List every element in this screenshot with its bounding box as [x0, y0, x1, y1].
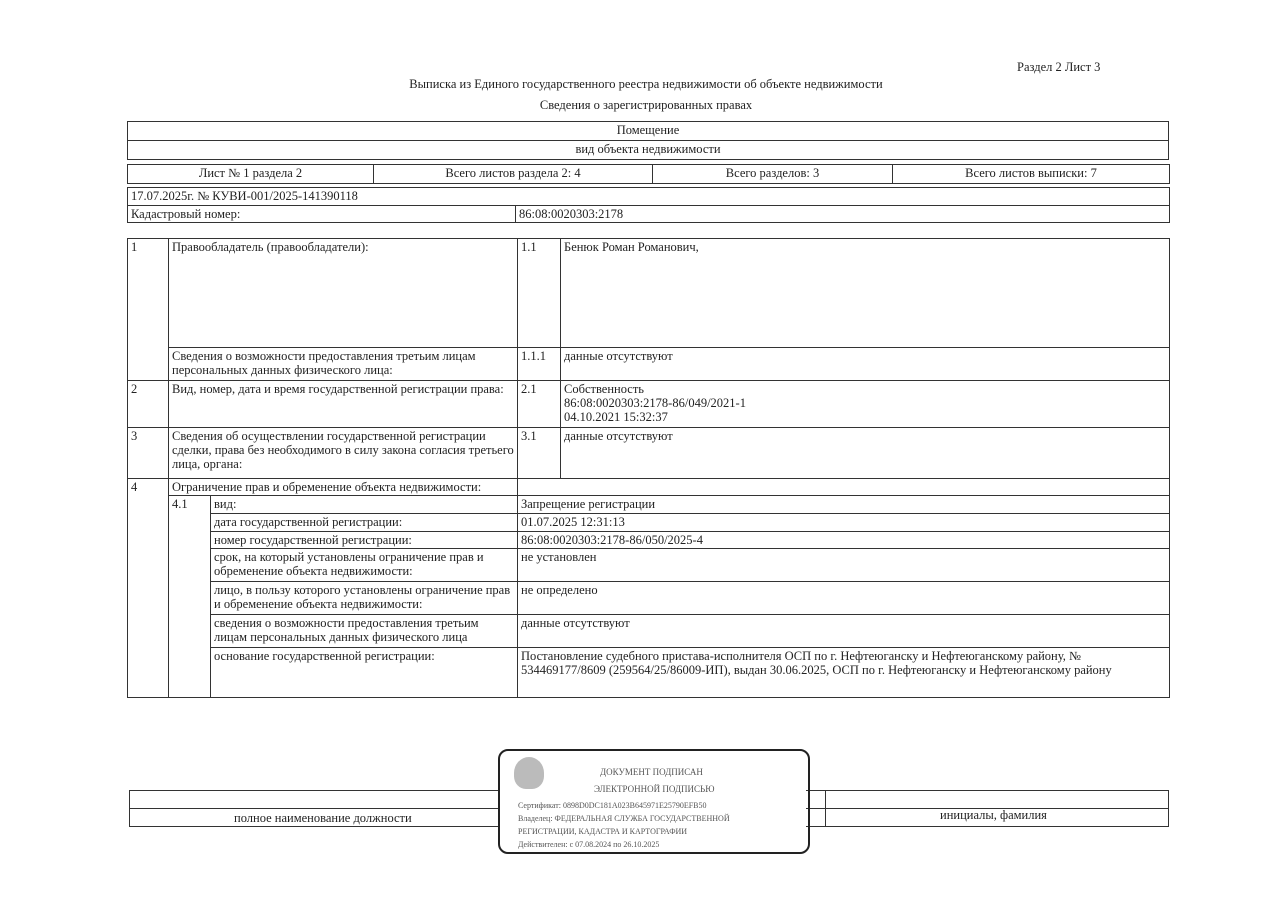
object-type-caption: вид объекта недвижимости	[128, 141, 1169, 160]
sub-number: 4.1	[169, 496, 211, 698]
sheet-info-table	[127, 164, 1170, 184]
position-label: полное наименование должности	[234, 811, 412, 825]
document-subtitle: Сведения о зарегистрированных правах	[539, 98, 753, 112]
row-number: 1	[128, 239, 169, 381]
stamp-owner: Владелец: ФЕДЕРАЛЬНАЯ СЛУЖБА ГОСУДАРСТВЕННОЙ	[518, 814, 730, 823]
cadastral-number: 86:08:0020303:2178	[516, 206, 1170, 223]
stamp-certificate: Сертификат: 0898D0DC181A023B645971E25790EFB50	[518, 801, 707, 810]
personal-data-value: данные отсутствуют	[561, 348, 1170, 381]
registration-datetime: 04.10.2021 15:32:37	[564, 410, 668, 424]
object-type: Помещение	[128, 122, 1169, 141]
stamp-line2: ЭЛЕКТРОННОЙ ПОДПИСЬЮ	[594, 784, 715, 794]
encumbrance-field-label: номер государственной регистрации:	[211, 532, 518, 549]
right-registration-value	[561, 381, 1170, 428]
rightholder-name: Бенюк Роман Романович,	[561, 239, 1170, 348]
registration-number: 86:08:0020303:2178-86/049/2021-1	[564, 396, 746, 410]
electronic-signature-stamp	[498, 749, 810, 854]
transaction-value: данные отсутствуют	[561, 428, 1170, 479]
row-number: 4	[128, 479, 169, 698]
name-label: инициалы, фамилия	[940, 808, 1047, 822]
extract-number: 17.07.2025г. № КУВИ-001/2025-141390118	[128, 188, 1170, 206]
encumbrance-field-label: лицо, в пользу которого установлены ограничение прав и обременение объекта недвижимости:	[211, 582, 518, 615]
encumbrance-field-value: Запрещение регистрации	[518, 496, 1170, 514]
stamp-line1: ДОКУМЕНТ ПОДПИСАН	[600, 767, 703, 777]
transaction-label: Сведения об осуществлении государственной регистрации сделки, права без необходимого в силу закона согласия третьего лица, органа:	[169, 428, 518, 479]
total-sheets: Всего листов выписки: 7	[893, 165, 1170, 184]
page-reference: Раздел 2 Лист 3	[1017, 60, 1101, 74]
encumbrance-field-value: не определено	[518, 582, 1170, 615]
cadastral-label: Кадастровый номер:	[128, 206, 516, 223]
stamp-owner-cont: РЕГИСТРАЦИИ, КАДАСТРА И КАРТОГРАФИИ	[518, 827, 688, 836]
sections-total: Всего разделов: 3	[653, 165, 893, 184]
encumbrance-field-value: Постановление судебного пристава-исполнителя ОСП по г. Нефтеюганску и Нефтеюганскому району, № 534469177/8609 (259564/25/86009-ИП), выдан 30.06.2025, ОСП по г. Нефтеюганску и Нефтеюганскому району	[518, 648, 1170, 698]
encumbrance-field-label: срок, на который установлены ограничение прав и обременение объекта недвижимости:	[211, 549, 518, 582]
section-sheets: Всего листов раздела 2: 4	[374, 165, 653, 184]
encumbrance-field-label: сведения о возможности предоставления третьим лицам персональных данных физического лица	[211, 615, 518, 648]
emblem-icon	[514, 757, 544, 789]
right-type: Собственность	[564, 382, 645, 396]
rights-table	[127, 238, 1170, 698]
right-registration-label: Вид, номер, дата и время государственной регистрации права:	[169, 381, 518, 428]
encumbrance-field-value: 86:08:0020303:2178-86/050/2025-4	[518, 532, 1170, 549]
row-number: 3	[128, 428, 169, 479]
extract-info-table	[127, 187, 1170, 223]
encumbrance-field-label: дата государственной регистрации:	[211, 514, 518, 532]
personal-data-label: Сведения о возможности предоставления третьим лицам персональных данных физического лица:	[169, 348, 518, 381]
sub-number: 2.1	[518, 381, 561, 428]
sub-number: 3.1	[518, 428, 561, 479]
sub-number: 1.1.1	[518, 348, 561, 381]
sheet-number: Лист № 1 раздела 2	[128, 165, 374, 184]
encumbrance-field-value: не установлен	[518, 549, 1170, 582]
encumbrance-field-value: данные отсутствуют	[518, 615, 1170, 648]
encumbrance-label: Ограничение прав и обременение объекта недвижимости:	[169, 479, 518, 496]
encumbrance-field-label: вид:	[211, 496, 518, 514]
object-type-table	[127, 121, 1169, 160]
row-number: 2	[128, 381, 169, 428]
stamp-validity: Действителен: с 07.08.2024 по 26.10.2025	[518, 840, 660, 849]
document-title: Выписка из Единого государственного реестра недвижимости об объекте недвижимости	[409, 77, 883, 91]
sub-number: 1.1	[518, 239, 561, 348]
encumbrance-field-label: основание государственной регистрации:	[211, 648, 518, 698]
encumbrance-field-value: 01.07.2025 12:31:13	[518, 514, 1170, 532]
rightholder-label: Правообладатель (правообладатели):	[169, 239, 518, 348]
